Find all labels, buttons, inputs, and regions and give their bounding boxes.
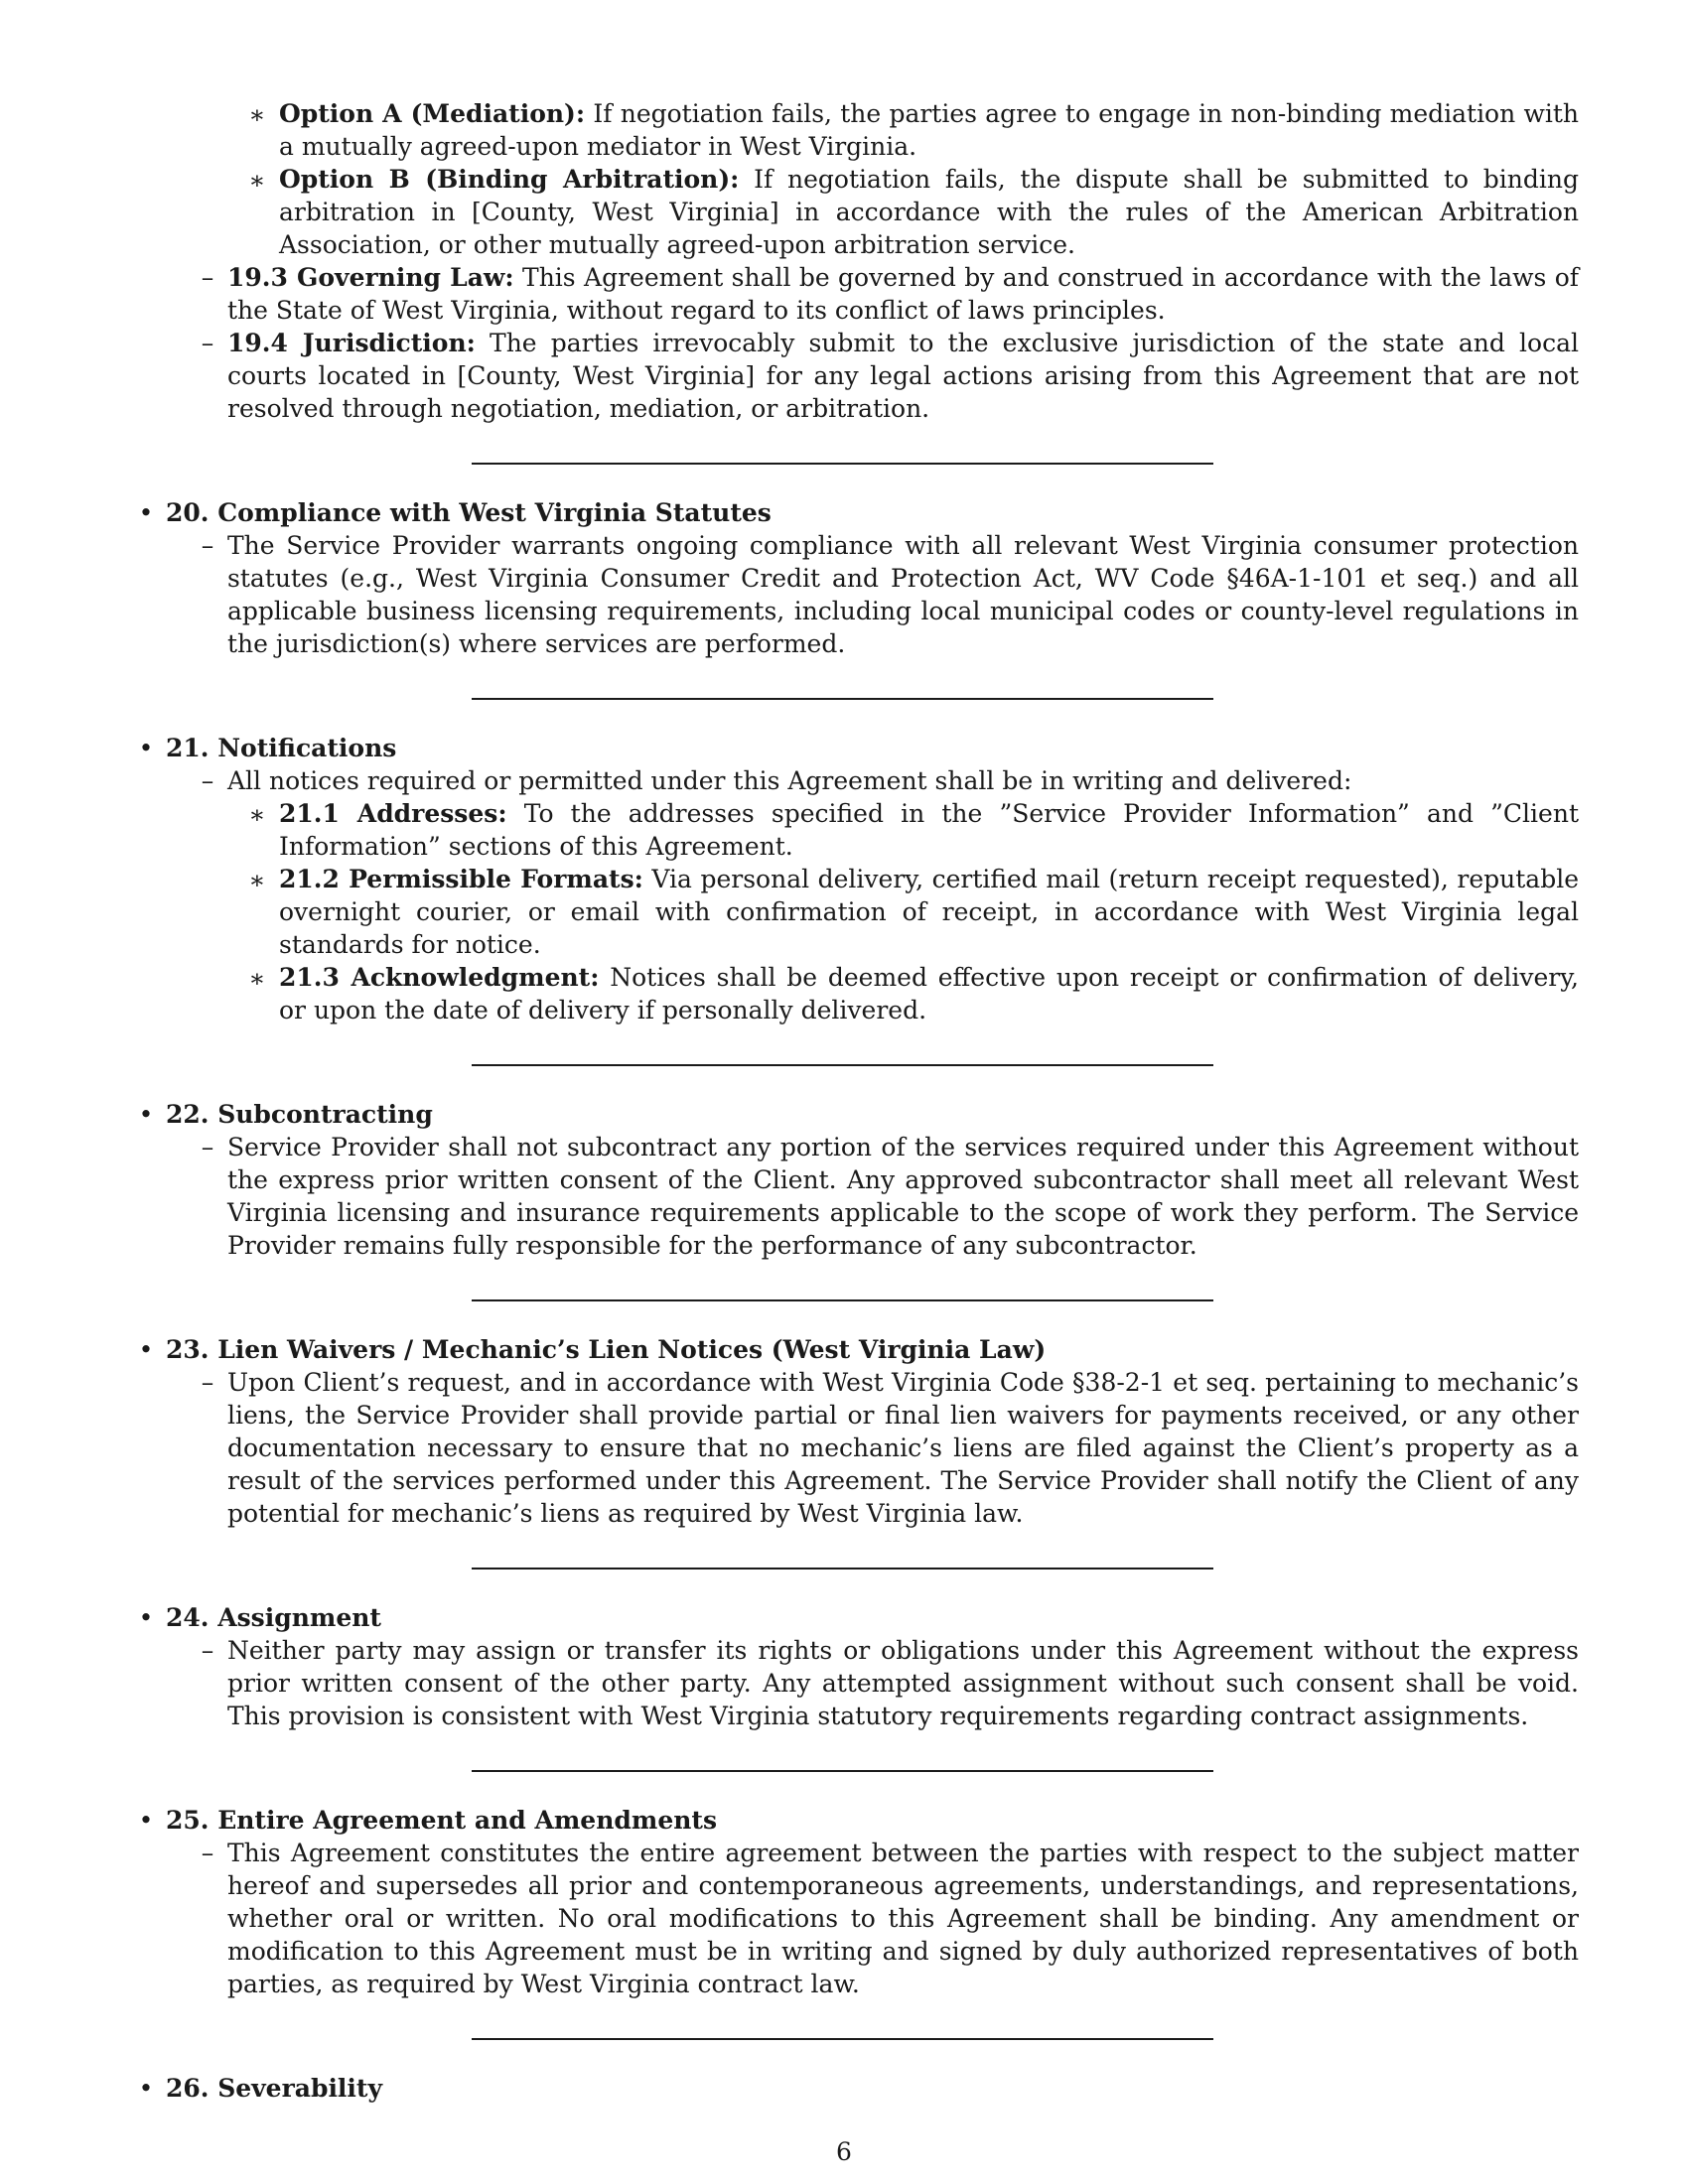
option-b-label: Option B (Binding Arbitration): xyxy=(279,165,740,194)
governing-law-text: This Agreement shall be governed by and construed in accordance with the laws of the State of West Virginia, without regard to its conflict of laws principles. xyxy=(227,263,1580,325)
section-divider xyxy=(472,1064,1213,1066)
bullet-icon: • xyxy=(138,1806,154,1835)
section-26-title: 26. Severability xyxy=(166,2074,383,2103)
option-b-item xyxy=(136,163,1579,261)
section-divider xyxy=(472,698,1213,700)
bullet-icon: • xyxy=(138,734,154,762)
section-21-text: All notices required or permitted under this Agreement shall be in writing and delivered: xyxy=(227,766,1352,795)
dash-bullet-icon: – xyxy=(201,1133,214,1161)
section-22-body xyxy=(136,1131,1579,1262)
asterisk-bullet-icon: ∗ xyxy=(248,866,266,894)
section-divider xyxy=(472,463,1213,465)
governing-law-label: 19.3 Governing Law: xyxy=(227,263,514,292)
section-23-title: 23. Lien Waivers / Mechanic’s Lien Notices (West Virginia Law) xyxy=(166,1335,1047,1364)
page-number: 6 xyxy=(836,2137,852,2166)
section-24-body xyxy=(136,1634,1579,1732)
section-26-heading xyxy=(136,2072,1579,2105)
section-divider xyxy=(472,2038,1213,2040)
option-a-label: Option A (Mediation): xyxy=(279,99,586,128)
bullet-icon: • xyxy=(138,1100,154,1129)
asterisk-bullet-icon: ∗ xyxy=(248,800,266,829)
section-20-title: 20. Compliance with West Virginia Statutes xyxy=(166,498,772,527)
asterisk-bullet-icon: ∗ xyxy=(248,100,266,129)
section-21-heading xyxy=(136,732,1579,764)
section-21-3-item xyxy=(136,961,1579,1026)
section-24-text: Neither party may assign or transfer its rights or obligations under this Agreement without the express prior written consent of the other party. Any attempted assignment without such consent shall be void. This provision is consistent with West Virginia statutory requirements regarding contract assignments. xyxy=(227,1636,1579,1730)
section-21-3-label: 21.3 Acknowledgment: xyxy=(279,963,600,992)
section-21-2-label: 21.2 Permissible Formats: xyxy=(279,865,643,893)
section-23-text: Upon Client’s request, and in accordance with West Virginia Code §38-2-1 et seq. pertaining to mechanic’s liens, the Service Provider shall provide partial or final lien waivers for payments received, or any other documentation necessary to ensure that no mechanic’s liens are filed against the Client’s property as a result of the services performed under this Agreement. The Service Provider shall notify the Client of any potential for mechanic’s liens as required by West Virginia law. xyxy=(227,1368,1579,1528)
option-b-text: If negotiation fails, the dispute shall be submitted to binding arbitration in [County, West Virginia] in accordance with the rules of the American Arbitration Association, or other mutually agreed-upon arbitration service. xyxy=(279,165,1579,259)
section-22-heading xyxy=(136,1098,1579,1131)
section-20-text: The Service Provider warrants ongoing compliance with all relevant West Virginia consumer protection statutes (e.g., West Virginia Consumer Credit and Protection Act, WV Code §46A-1-101 et seq.) and all applicable business licensing requirements, including local municipal codes or county-level regulations in the jurisdiction(s) where services are performed. xyxy=(227,531,1579,658)
section-25-text: This Agreement constitutes the entire agreement between the parties with respect to the subject matter hereof and supersedes all prior and contemporaneous agreements, understandings, and representations, whether oral or written. No oral modifications to this Agreement shall be binding. Any amendment or modification to this Agreement must be in writing and signed by duly authorized representatives of both parties, as required by West Virginia contract law. xyxy=(227,1839,1579,1998)
section-divider xyxy=(472,1568,1213,1570)
dash-bullet-icon: – xyxy=(201,329,214,357)
section-21-3-text: Notices shall be deemed effective upon receipt or confirmation of delivery, or upon the date of delivery if personally delivered. xyxy=(279,963,1579,1024)
section-24-heading xyxy=(136,1601,1579,1634)
dash-bullet-icon: – xyxy=(201,1636,214,1665)
section-25-body xyxy=(136,1837,1579,2000)
bullet-icon: • xyxy=(138,2074,154,2103)
document-body xyxy=(136,97,1579,2105)
section-21-1-label: 21.1 Addresses: xyxy=(279,799,507,828)
section-25-heading xyxy=(136,1804,1579,1837)
option-a-item xyxy=(136,97,1579,163)
dash-bullet-icon: – xyxy=(201,263,214,292)
section-22-text: Service Provider shall not subcontract any portion of the services required under this Agreement without the express prior written consent of the Client. Any approved subcontractor shall meet all relevant West Virginia licensing and insurance requirements applicable to the scope of work they perform. The Service Provider remains fully responsible for the performance of any subcontractor. xyxy=(227,1133,1579,1260)
bullet-icon: • xyxy=(138,498,154,527)
section-21-title: 21. Notifications xyxy=(166,734,397,762)
asterisk-bullet-icon: ∗ xyxy=(248,964,266,993)
dash-bullet-icon: – xyxy=(201,531,214,560)
jurisdiction-label: 19.4 Jurisdiction: xyxy=(227,329,476,357)
section-21-2-item xyxy=(136,863,1579,961)
dash-bullet-icon: – xyxy=(201,766,214,795)
bullet-icon: • xyxy=(138,1335,154,1364)
section-23-heading xyxy=(136,1333,1579,1366)
jurisdiction-text: The parties irrevocably submit to the exclusive jurisdiction of the state and local courts located in [County, West Virginia] for any legal actions arising from this Agreement that are not resolved through negotiation, mediation, or arbitration. xyxy=(227,329,1579,423)
jurisdiction-item xyxy=(136,327,1579,425)
section-25-title: 25. Entire Agreement and Amendments xyxy=(166,1806,718,1835)
section-21-body xyxy=(136,764,1579,797)
section-20-body xyxy=(136,529,1579,660)
dash-bullet-icon: – xyxy=(201,1368,214,1397)
section-21-1-text: To the addresses specified in the ”Service Provider Information” and ”Client Information” sections of this Agreement. xyxy=(279,799,1579,861)
option-a-text: If negotiation fails, the parties agree to engage in non-binding mediation with a mutually agreed-upon mediator in West Virginia. xyxy=(279,99,1580,161)
section-21-2-text: Via personal delivery, certified mail (return receipt requested), reputable overnight courier, or email with confirmation of receipt, in accordance with West Virginia legal standards for notice. xyxy=(279,865,1579,959)
section-divider xyxy=(472,1770,1213,1772)
bullet-icon: • xyxy=(138,1603,154,1632)
section-20-heading xyxy=(136,496,1579,529)
section-23-body xyxy=(136,1366,1579,1530)
section-22-title: 22. Subcontracting xyxy=(166,1100,433,1129)
section-24-title: 24. Assignment xyxy=(166,1603,381,1632)
governing-law-item xyxy=(136,261,1579,327)
asterisk-bullet-icon: ∗ xyxy=(248,166,266,195)
dash-bullet-icon: – xyxy=(201,1839,214,1867)
section-divider xyxy=(472,1299,1213,1301)
section-21-1-item xyxy=(136,797,1579,863)
